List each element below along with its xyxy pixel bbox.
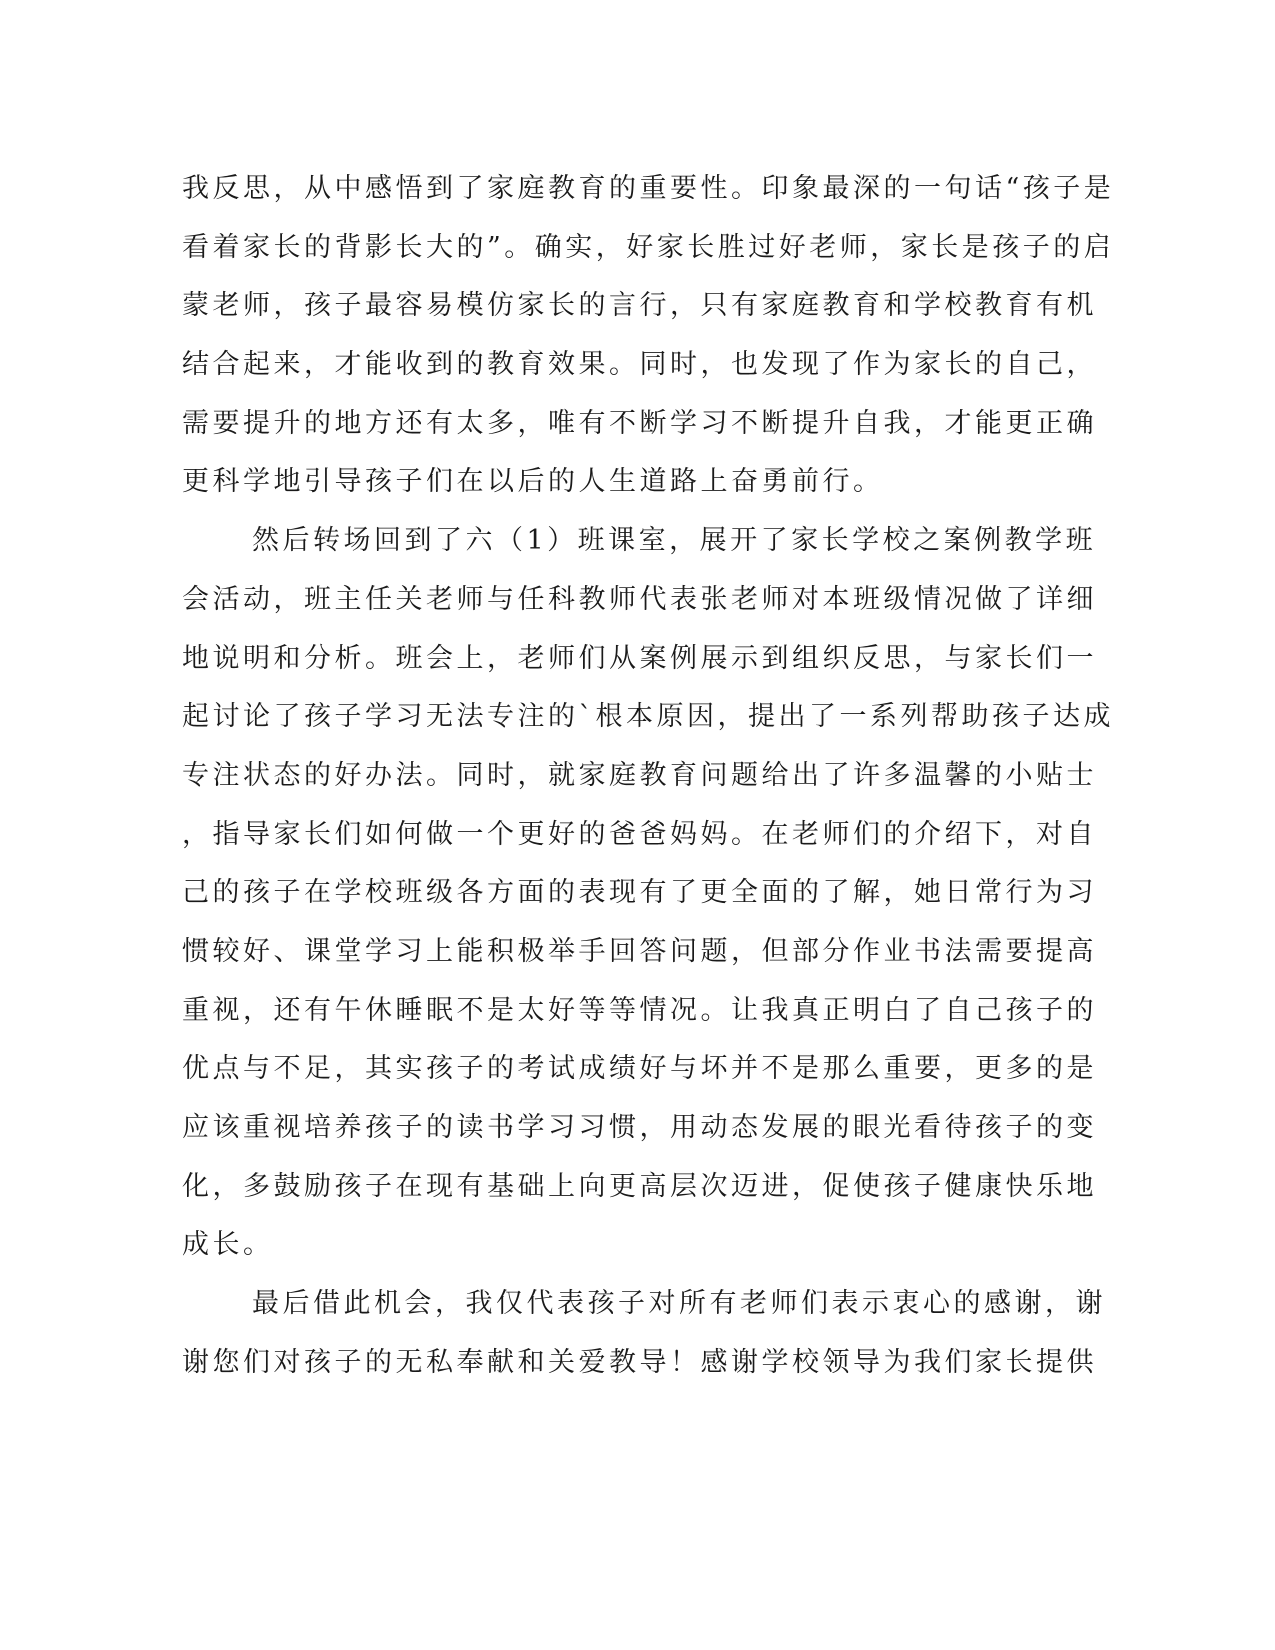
text-line: ，指导家长们如何做一个更好的爸爸妈妈。在老师们的介绍下，对自: [182, 818, 1097, 850]
text-line: 看着家长的背影长大的”。确实，好家长胜过好老师，家长是孩子的启: [182, 231, 1115, 263]
text-line: 更科学地引导孩子们在以后的人生道路上奋勇前行。: [182, 466, 884, 498]
text-line: 最后借此机会，我仅代表孩子对所有老师们表示衷心的感谢，谢: [252, 1288, 1106, 1320]
text-line: 己的孩子在学校班级各方面的表现有了更全面的了解，她日常行为习: [182, 877, 1097, 909]
text-line: 然后转场回到了六（1）班课室，展开了家长学校之案例教学班: [252, 525, 1097, 557]
text-line: 惯较好、课堂学习上能积极举手回答问题，但部分作业书法需要提高: [182, 935, 1097, 967]
text-line: 重视，还有午休睡眠不是太好等等情况。让我真正明白了自己孩子的: [182, 994, 1097, 1026]
text-line: 起讨论了孩子学习无法专注的`根本原因，提出了一系列帮助孩子达成: [182, 701, 1114, 733]
text-line: 地说明和分析。班会上，老师们从案例展示到组织反思，与家长们一: [182, 642, 1097, 674]
text-line: 应该重视培养孩子的读书学习习惯，用动态发展的眼光看待孩子的变: [182, 1112, 1097, 1143]
text-line: 蒙老师，孩子最容易模仿家长的言行，只有家庭教育和学校教育有机: [182, 290, 1097, 322]
document-body: [182, 160, 1115, 1392]
text-line: 结合起来，才能收到的教育效果。同时，也发现了作为家长的自己，: [182, 349, 1097, 381]
text-line: 需要提升的地方还有太多，唯有不断学习不断提升自我，才能更正确: [182, 407, 1097, 439]
text-line: 我反思，从中感悟到了家庭教育的重要性。印象最深的一句话“孩子是: [182, 173, 1115, 204]
paragraph-3: [182, 1275, 1106, 1392]
text-line: 成长。: [182, 1229, 274, 1261]
paragraph-2: [182, 512, 1114, 1275]
text-line: 化，多鼓励孩子在现有基础上向更高层次迈进，促使孩子健康快乐地: [182, 1170, 1097, 1202]
paragraph-1: [182, 160, 1115, 512]
text-line: 会活动，班主任关老师与任科教师代表张老师对本班级情况做了详细: [182, 583, 1097, 615]
text-line: 优点与不足，其实孩子的考试成绩好与坏并不是那么重要，更多的是: [182, 1053, 1097, 1085]
text-line: 谢您们对孩子的无私奉献和关爱教导！感谢学校领导为我们家长提供: [182, 1346, 1097, 1378]
text-line: 专注状态的好办法。同时，就家庭教育问题给出了许多温馨的小贴士: [182, 759, 1097, 791]
